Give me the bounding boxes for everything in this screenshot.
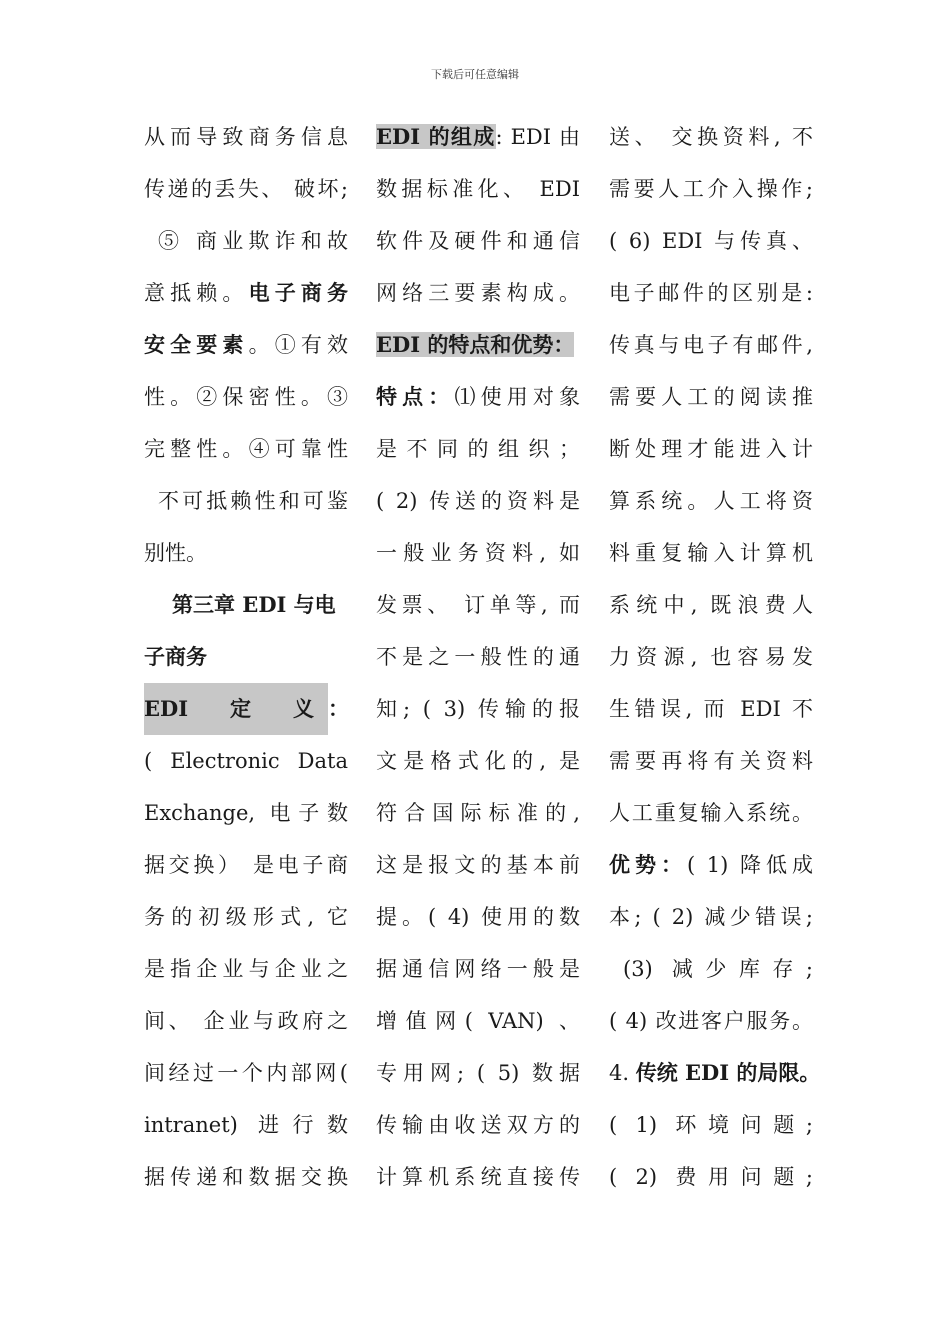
- text-line: 料重复输入计算机: [609, 541, 813, 565]
- text-line: 送、 交换资料, 不: [609, 125, 813, 149]
- text-line: 据通信网络一般是: [376, 957, 580, 981]
- text-line: 间经过一个内部网(: [144, 1061, 348, 1085]
- text-run: 。①有效: [248, 333, 349, 357]
- text-line: 传真与电子有邮件,: [609, 333, 813, 357]
- bold-term: 特点：: [376, 384, 455, 409]
- text-column-2: [376, 111, 580, 1203]
- highlighted-term: EDI 的特点和优势：: [376, 332, 575, 357]
- text-line: 网络三要素构成。: [376, 281, 580, 305]
- text-line: [609, 839, 813, 891]
- text-line: 专用网; ( 5) 数据: [376, 1061, 580, 1085]
- text-line: ( 2) 费用问题;: [609, 1165, 813, 1189]
- text-line: 数据标准化、 EDI: [376, 177, 580, 201]
- bold-term: 优势：: [609, 852, 687, 877]
- chapter-title: 第三章 EDI 与电: [172, 592, 336, 617]
- text-line: 性。②保密性。③: [144, 385, 348, 409]
- text-run: ( 1) 降低成: [686, 853, 813, 877]
- text-line: ( 4) 改进客户服务。: [609, 1009, 813, 1033]
- text-line: 断处理才能进入计: [609, 437, 813, 461]
- text-line: 完整性。④可靠性: [144, 437, 348, 461]
- text-line: 务的初级形式, 它: [144, 905, 348, 929]
- text-run: 4.: [609, 1061, 630, 1085]
- text-line: (3) 减少库存;: [623, 957, 813, 981]
- text-line: 一般业务资料, 如: [376, 541, 580, 565]
- text-line: [376, 371, 580, 423]
- text-line: 是指企业与企业之: [144, 957, 348, 981]
- text-line: 发票、 订单等, 而: [376, 593, 580, 617]
- text-line: 本; ( 2) 减少错误;: [609, 905, 813, 929]
- text-line: 不是之一般性的通: [376, 645, 580, 669]
- bold-term: 传统 EDI 的局限。: [635, 1060, 821, 1085]
- text-line: Exchange, 电子数: [144, 801, 348, 825]
- text-line: 计算机系统直接传: [376, 1165, 580, 1189]
- text-line: 不可抵赖性和可鉴: [158, 489, 348, 513]
- text-line: 需要人工的阅读推: [609, 385, 813, 409]
- text-run: : EDI 由: [495, 125, 581, 149]
- text-line: 人工重复输入系统。: [609, 801, 813, 825]
- text-line: 符合国际标准的,: [376, 801, 580, 825]
- text-line: 力资源, 也容易发: [609, 645, 813, 669]
- text-line: intranet) 进行数: [144, 1113, 348, 1137]
- text-line: 软件及硬件和通信: [376, 229, 580, 253]
- text-line: [609, 1047, 821, 1099]
- text-line: 据传递和数据交换: [144, 1165, 348, 1189]
- page-header: 下载后可任意编辑: [431, 68, 519, 81]
- text-line: ( Electronic Data: [144, 749, 348, 773]
- text-line: ⑤ 商业欺诈和故: [158, 229, 348, 253]
- text-run: 意抵赖。: [144, 281, 249, 305]
- text-line: 从而导致商务信息: [144, 125, 348, 149]
- text-column-3: [609, 111, 821, 1203]
- bold-term: 安全要素: [144, 332, 249, 357]
- text-line: 系统中, 既浪费人: [609, 593, 813, 617]
- highlighted-term: EDI 定 义: [144, 683, 328, 735]
- text-line: 需要再将有关资料: [609, 749, 813, 773]
- text-line: ( 6) EDI 与传真、: [609, 229, 813, 253]
- text-line: 别性。: [144, 541, 207, 565]
- text-line: 据交换） 是电子商: [144, 853, 348, 877]
- bold-term: 电子商务: [248, 280, 349, 305]
- text-line: [144, 319, 348, 371]
- text-line: 传递的丢失、 破坏;: [144, 177, 348, 201]
- colon: ：: [328, 696, 349, 721]
- text-line: 提。( 4) 使用的数: [376, 905, 580, 929]
- text-run: ⑴使用对象: [454, 385, 581, 409]
- text-line: 传输由收送双方的: [376, 1113, 580, 1137]
- text-line: 算系统。人工将资: [609, 489, 813, 513]
- text-line: 间、 企业与政府之: [144, 1009, 348, 1033]
- text-line: 生错误, 而 EDI 不: [609, 697, 813, 721]
- text-column-1: [144, 111, 348, 1203]
- text-line: ( 1) 环境问题;: [609, 1113, 813, 1137]
- text-line: 是不同的组织；: [376, 437, 580, 461]
- text-line: [376, 111, 580, 163]
- text-line: 需要人工介入操作;: [609, 177, 813, 201]
- chapter-title-cont: 子商务: [144, 644, 207, 669]
- text-line: 文是格式化的, 是: [376, 749, 580, 773]
- text-line: [376, 319, 580, 371]
- text-line: 知; ( 3) 传输的报: [376, 697, 580, 721]
- text-line: 电子邮件的区别是:: [609, 281, 813, 305]
- text-line: 这是报文的基本前: [376, 853, 580, 877]
- text-line: [144, 267, 348, 319]
- text-line: [144, 683, 348, 735]
- text-line: ( 2) 传送的资料是: [376, 489, 580, 513]
- text-line: 增值网( VAN) 、: [376, 1009, 580, 1033]
- highlighted-term: EDI 的组成: [376, 124, 496, 149]
